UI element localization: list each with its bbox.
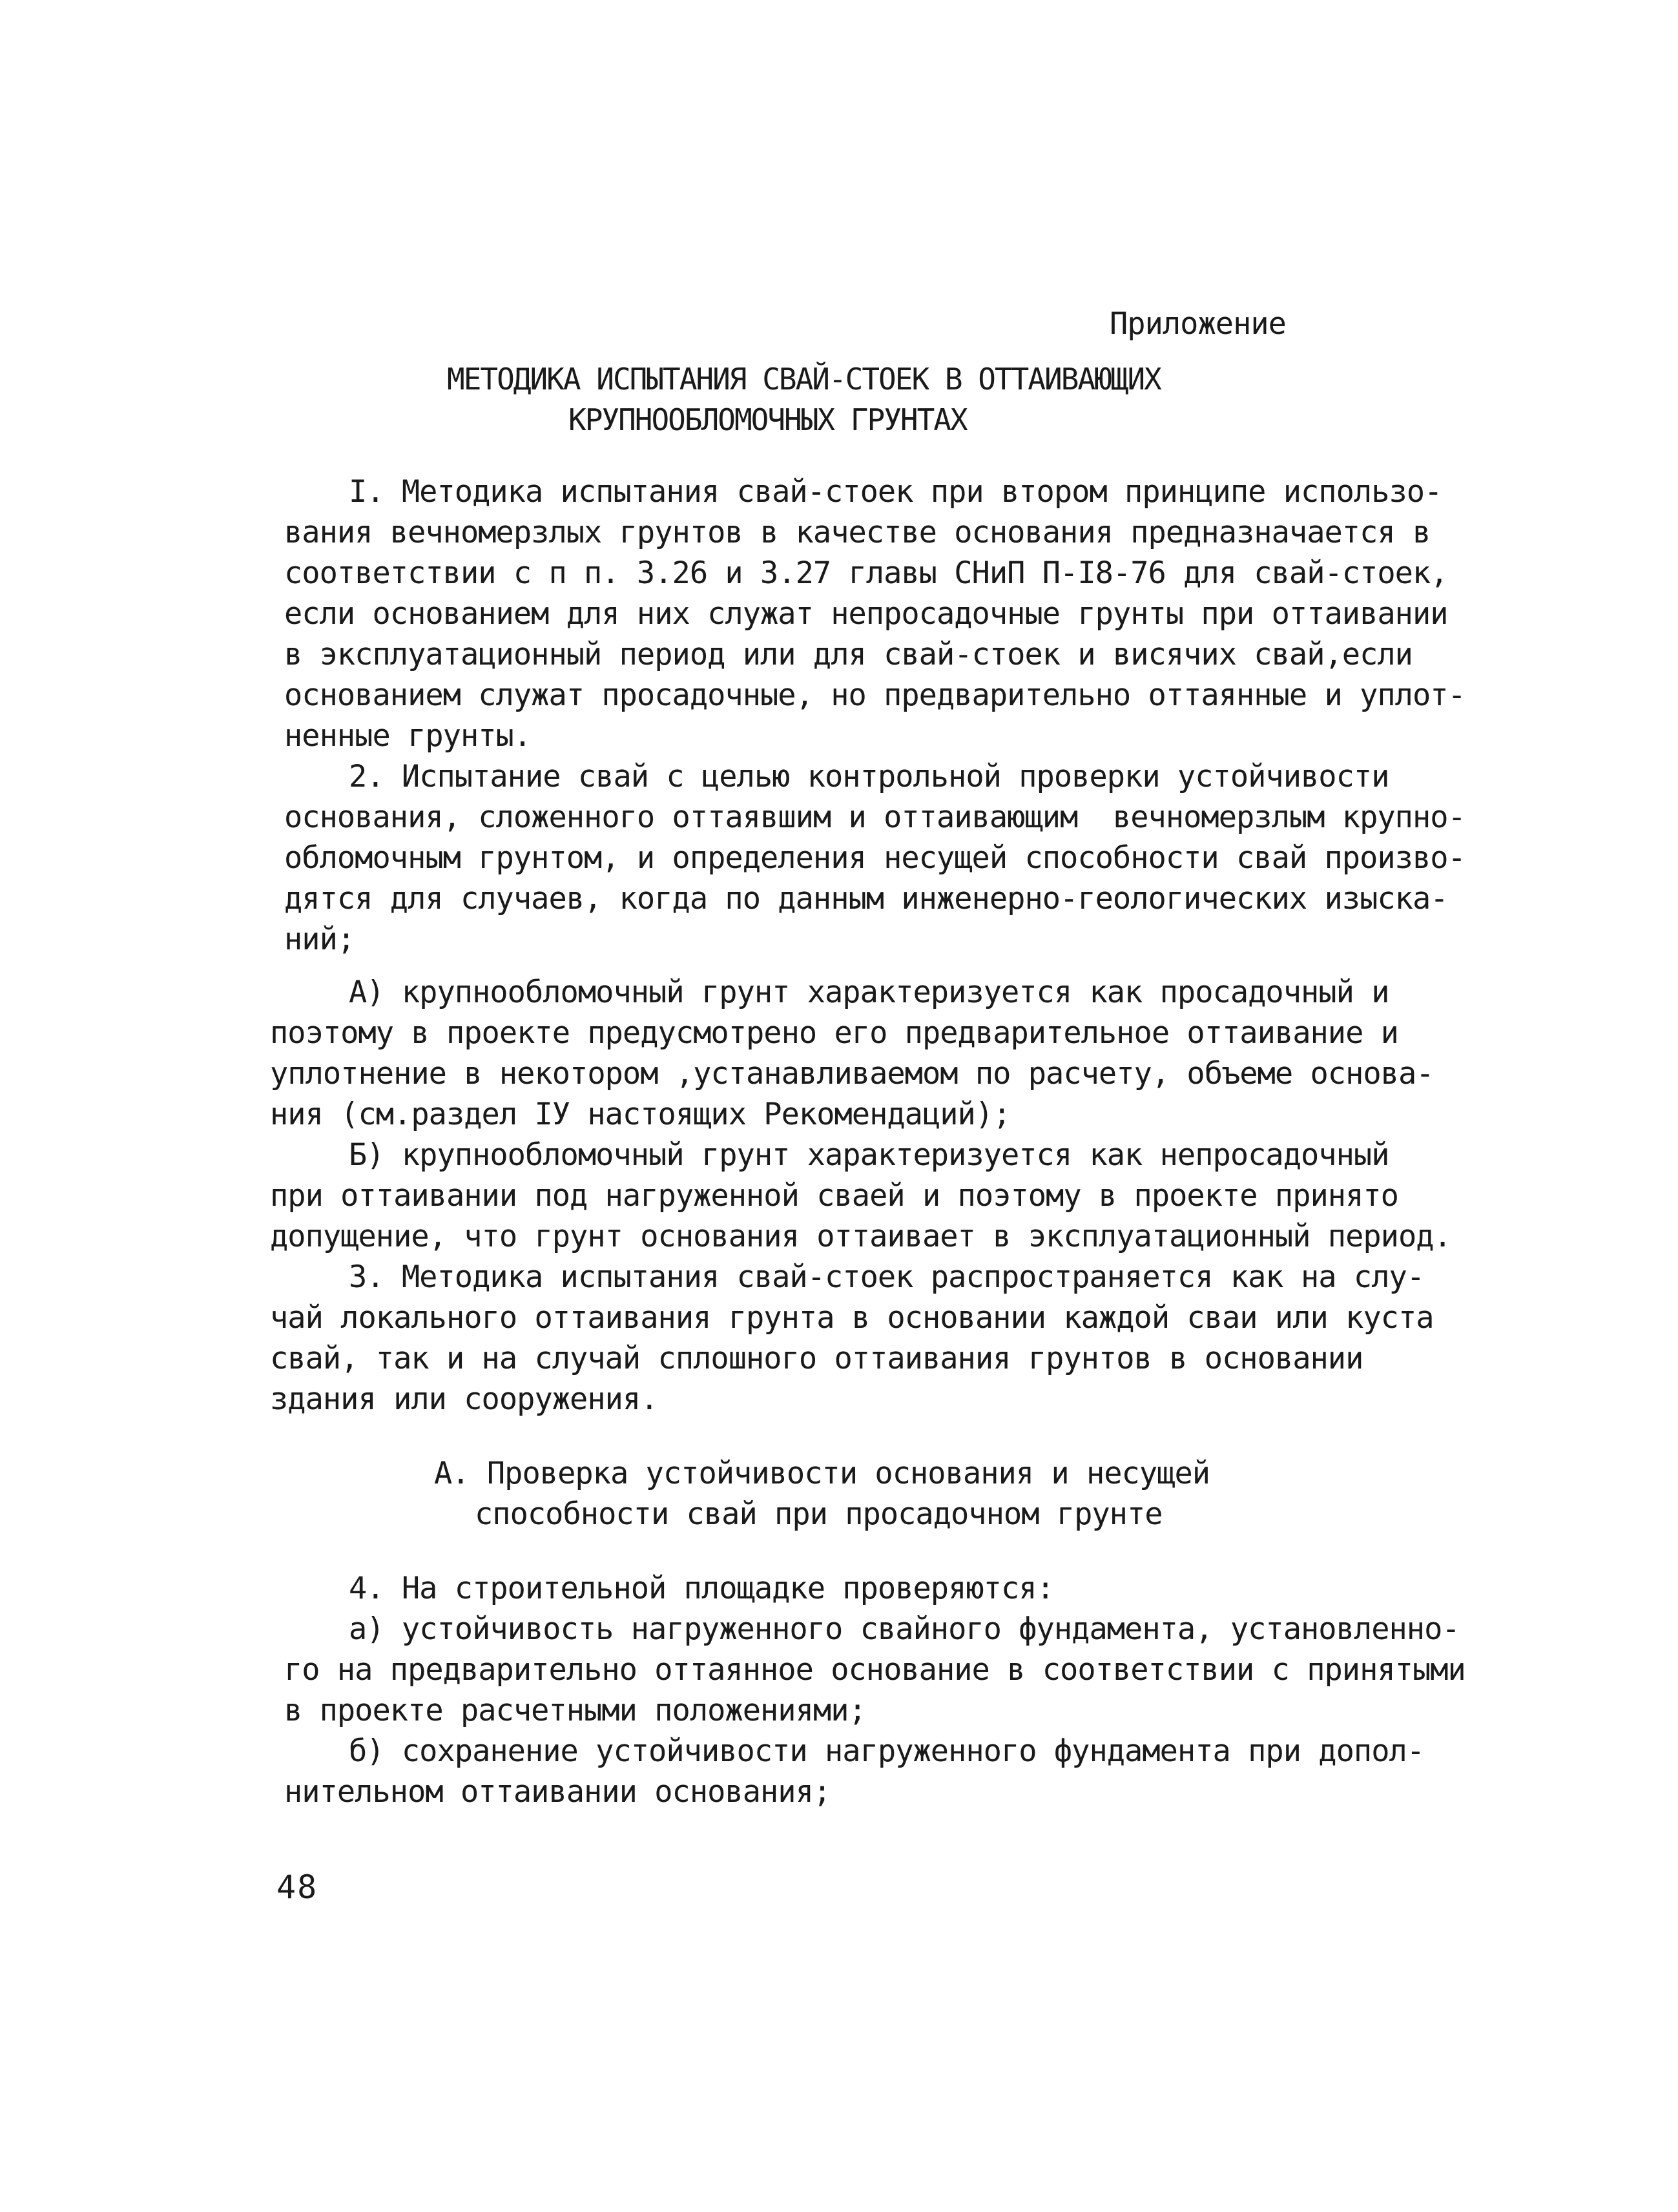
page-number: 48: [276, 1868, 318, 1906]
section-a-heading: А. Проверка устойчивости основания и несущей: [434, 1456, 1210, 1491]
item-b-lower-line: нительном оттаивании основания;: [284, 1774, 831, 1810]
item-a-lower-line: в проекте расчетными положениями;: [284, 1693, 866, 1728]
section-a-heading: способности свай при просадочном грунте: [475, 1496, 1163, 1532]
paragraph-1-line: соответствии с п п. 3.26 и 3.27 главы СНиП П-I8-76 для свай-стоек,: [284, 555, 1448, 591]
paragraph-1-line: если основанием для них служат непросадочные грунты при оттаивании: [284, 596, 1448, 632]
paragraph-1-line: вания вечномерзлых грунтов в качестве основания предназначается в: [284, 515, 1431, 550]
paragraph-2-line: ний;: [284, 922, 355, 957]
paragraph-1-line: основанием служат просадочные, но предварительно оттаянные и уплот-: [284, 677, 1466, 713]
paragraph-1-line: I. Методика испытания свай-стоек при втором принципе использо-: [349, 474, 1442, 510]
item-b-line: Б) крупнообломочный грунт характеризуется как непросадочный: [349, 1137, 1389, 1173]
paragraph-3-line: здания или сооружения.: [270, 1381, 658, 1417]
item-a-lower-line: а) устойчивость нагруженного свайного фундамента, установленно-: [349, 1611, 1460, 1647]
paragraph-2-line: основания, сложенного оттаявшим и оттаивающим вечномерзлым крупно-: [284, 800, 1466, 835]
item-a-line: поэтому в проекте предусмотрено его предварительное оттаивание и: [270, 1015, 1398, 1051]
paragraph-4-line: 4. На строительной площадке проверяются:: [349, 1571, 1054, 1606]
paragraph-3-line: 3. Методика испытания свай-стоек распространяется как на слу-: [349, 1259, 1425, 1295]
paragraph-2-line: дятся для случаев, когда по данным инженерно-геологических изыска-: [284, 881, 1448, 916]
paragraph-2-line: 2. Испытание свай с целью контрольной проверки устойчивости: [349, 759, 1389, 794]
paragraph-3-line: чай локального оттаивания грунта в основании каждой сваи или куста: [270, 1300, 1434, 1336]
item-a-lower-line: го на предварительно оттаянное основание в соответствии с принятыми: [284, 1652, 1466, 1688]
paragraph-3-line: свай, так и на случай сплошного оттаивания грунтов в основании: [270, 1341, 1363, 1376]
title-line-2: КРУПНООБЛОМОЧНЫХ ГРУНТАХ: [568, 402, 967, 437]
paragraph-1-line: ненные грунты.: [284, 718, 532, 754]
item-a-line: ния (см.раздел IУ настоящих Рекомендаций);: [270, 1097, 1011, 1132]
item-a-line: уплотнение в некотором ,устанавливаемом по расчету, объеме основа-: [270, 1056, 1434, 1091]
item-b-line: допущение, что грунт основания оттаивает в эксплуатационный период.: [270, 1219, 1451, 1254]
paragraph-2-line: обломочным грунтом, и определения несущей способности свай произво-: [284, 840, 1466, 876]
item-b-line: при оттаивании под нагруженной сваей и поэтому в проекте принято: [270, 1178, 1398, 1214]
appendix-label: Приложение: [1110, 306, 1286, 342]
title-line-1: МЕТОДИКА ИСПЫТАНИЯ СВАЙ-СТОЕК В ОТТАИВАЮЩИХ: [447, 362, 1161, 397]
item-a-line: А) крупнообломочный грунт характеризуется как просадочный и: [349, 975, 1389, 1010]
paragraph-1-line: в эксплуатационный период или для свай-стоек и висячих свай,если: [284, 637, 1413, 672]
item-b-lower-line: б) сохранение устойчивости нагруженного фундамента при допол-: [349, 1733, 1425, 1769]
